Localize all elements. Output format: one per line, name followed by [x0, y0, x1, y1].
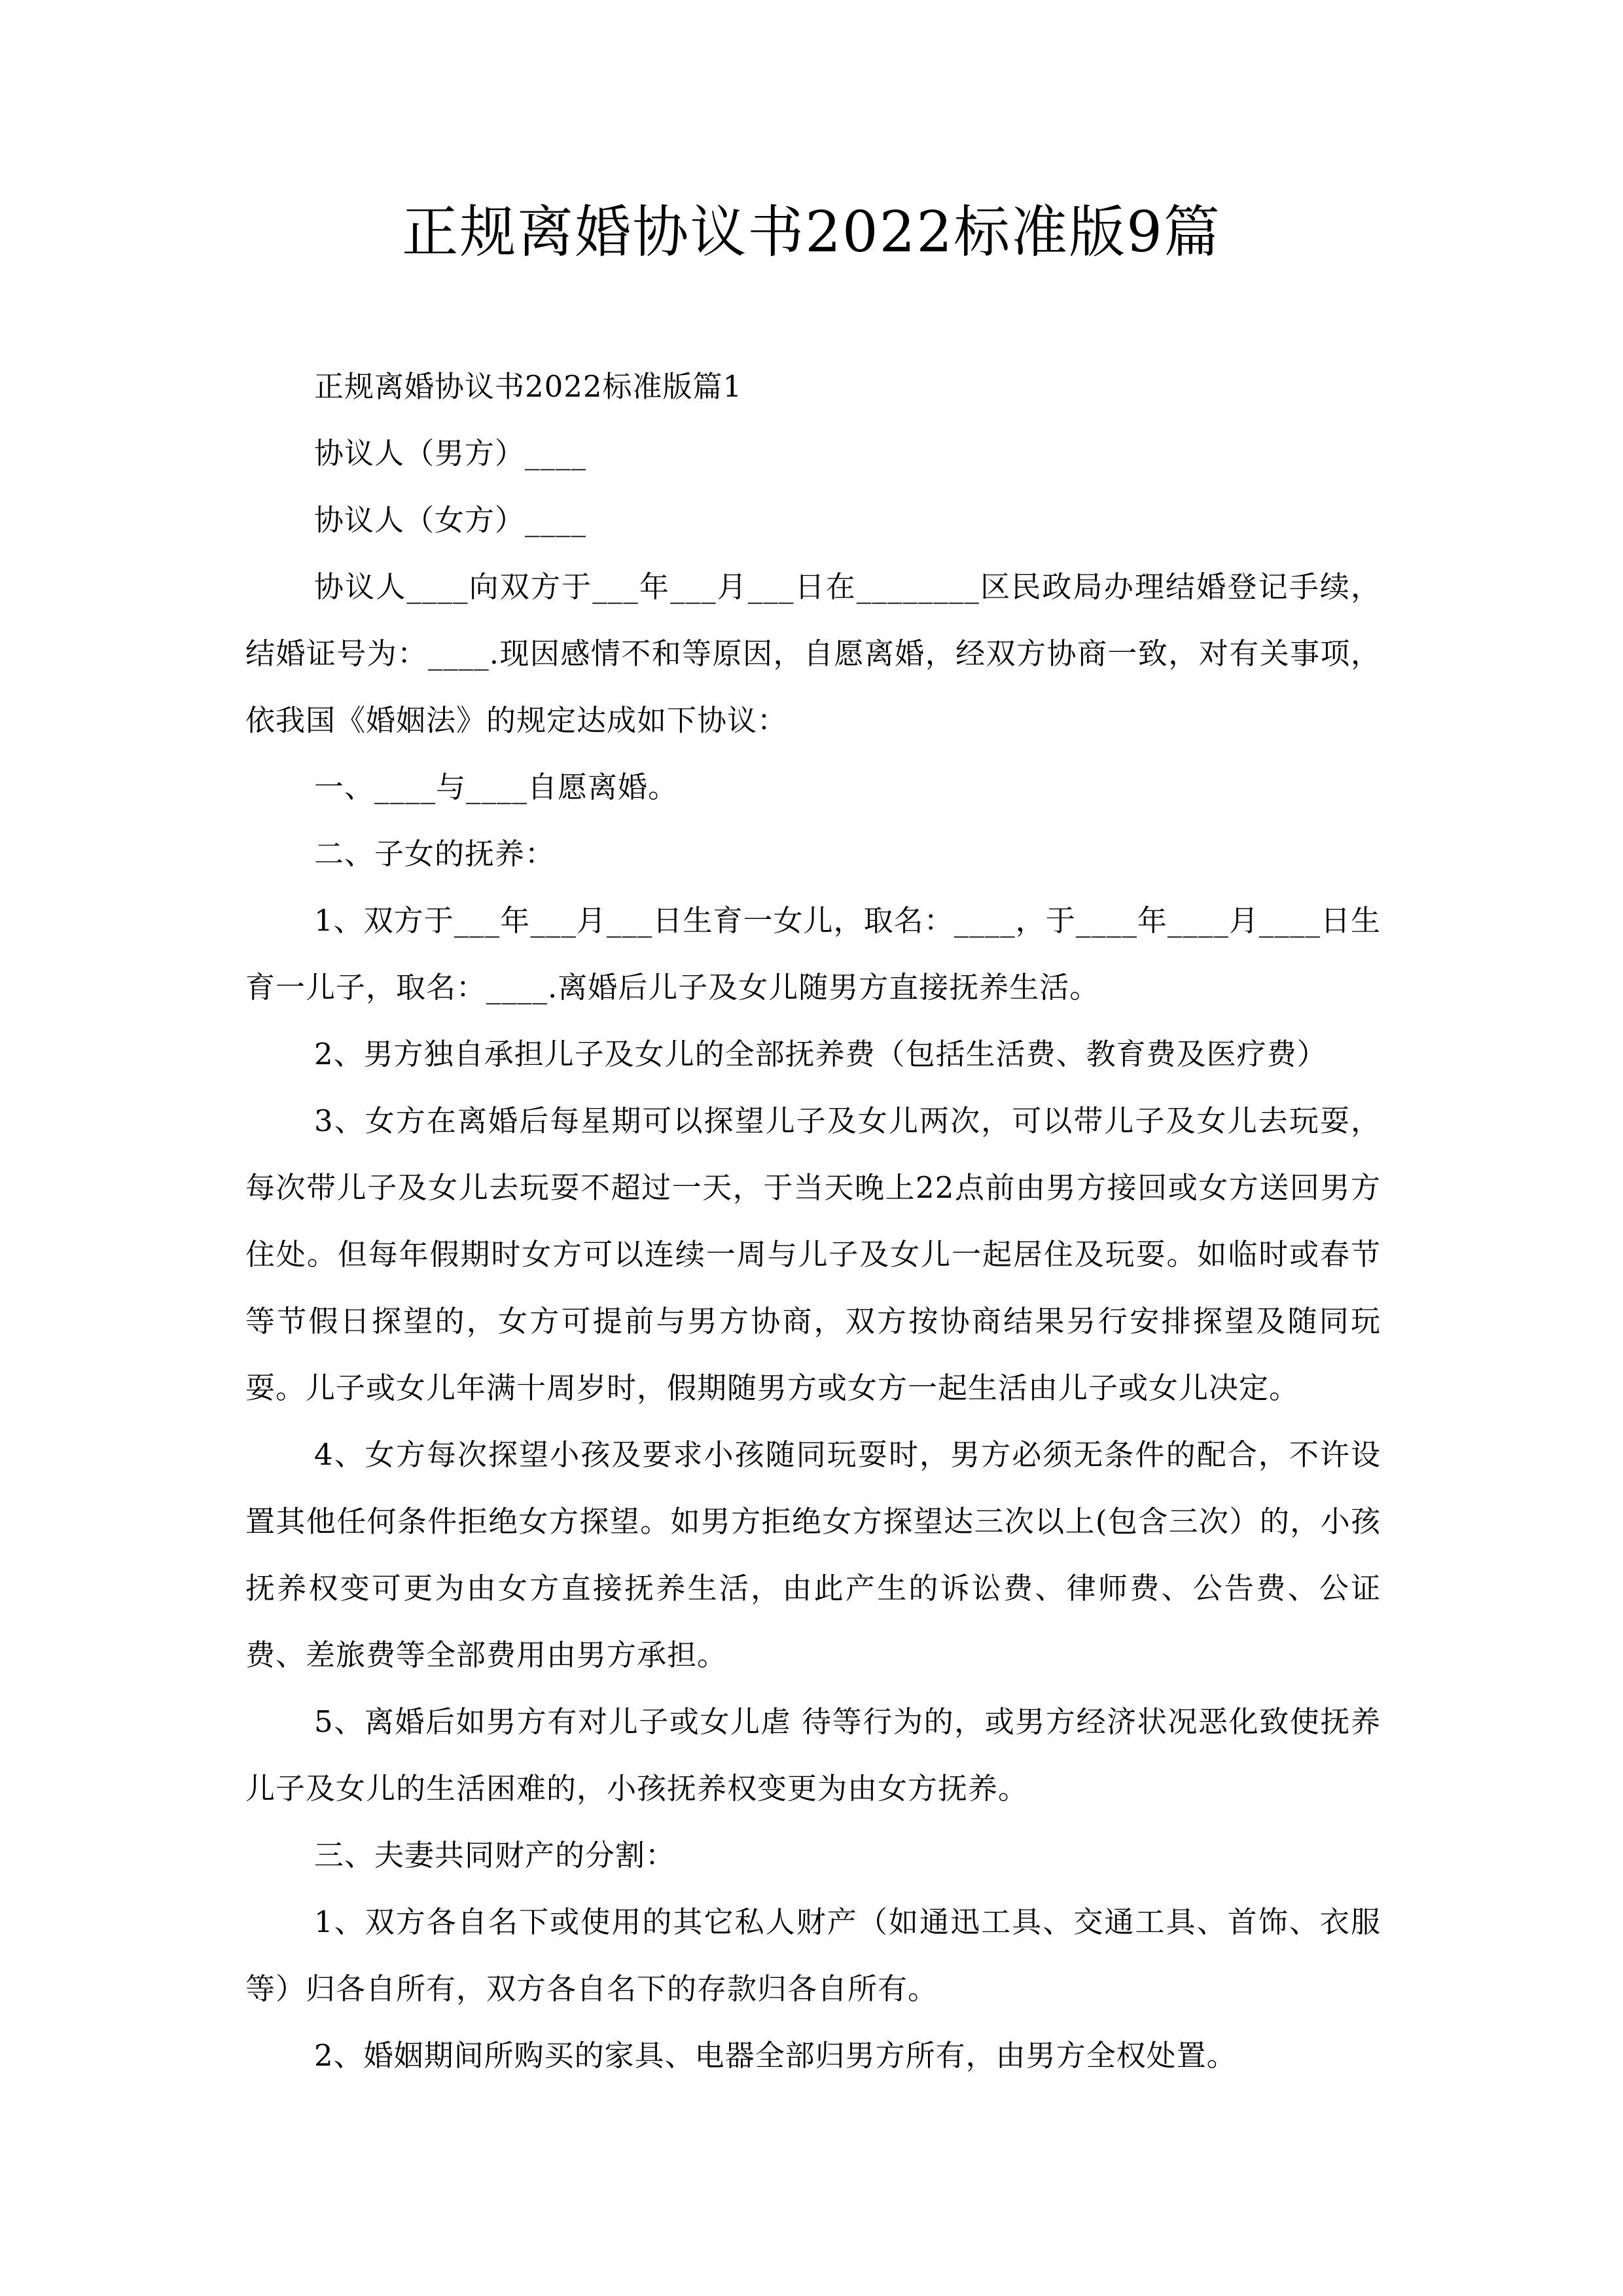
- clause-2-item-2: 2、男方独自承担儿子及女儿的全部抚养费（包括生活费、教育费及医疗费）: [314, 1037, 1327, 1071]
- clause-1: 一、____与____自愿离婚。: [314, 770, 679, 804]
- clause-2-item-5: 5、离婚后如男方有对儿子或女儿虐 待等行为的，或男方经济状况恶化致使抚养儿子及女儿的生活困难的，小孩抚养权变更为由女方抚养。: [245, 1704, 1381, 1806]
- section-heading: 正规离婚协议书2022标准版篇1: [314, 369, 743, 404]
- preamble-paragraph: 协议人____向双方于___年___月___日在________区民政局办理结婚登记手续，结婚证号为：____.现因感情不和等原因，自愿离婚，经双方协商一致，对有关事项，依我国《婚姻法》的规定达成如下协议：: [245, 569, 1381, 738]
- clause-2-item-4: 4、女方每次探望小孩及要求小孩随同玩耍时，男方必须无条件的配合，不许设置其他任何条件拒绝女方探望。如男方拒绝女方探望达三次以上(包含三次）的，小孩抚养权变可更为由女方直接抚养生活，由此产生的诉讼费、律师费、公告费、公证费、差旅费等全部费用由男方承担。: [245, 1437, 1381, 1672]
- clause-2-item-3: 3、女方在离婚后每星期可以探望儿子及女儿两次，可以带儿子及女儿去玩耍，每次带儿子及女儿去玩耍不超过一天，于当天晚上22点前由男方接回或女方送回男方住处。但每年假期时女方可以连续一周与儿子及女儿一起居住及玩耍。如临时或春节等节假日探望的，女方可提前与男方协商，双方按协商结果另行安排探望及随同玩耍。儿子或女儿年满十周岁时，假期随男方或女方一起生活由儿子或女儿决定。: [245, 1103, 1381, 1405]
- clause-2-heading: 二、子女的抚养：: [314, 836, 556, 871]
- clause-3-item-2: 2、婚姻期间所购买的家具、电器全部归男方所有，由男方全权处置。: [314, 2038, 1237, 2073]
- document-title: 正规离婚协议书2022标准版9篇: [402, 200, 1221, 265]
- party-male-line: 协议人（男方）____: [314, 436, 587, 471]
- party-female-line: 协议人（女方）____: [314, 503, 587, 537]
- clause-3-item-1: 1、双方各自名下或使用的其它私人财产（如通迅工具、交通工具、首饰、衣服等）归各自所有，双方各自名下的存款归各自所有。: [245, 1905, 1381, 2006]
- document-body: [245, 353, 1381, 2089]
- clause-3-heading: 三、夫妻共同财产的分割：: [314, 1838, 676, 1873]
- clause-2-item-1: 1、双方于___年___月___日生育一女儿，取名：____，于____年____月____日生育一儿子，取名：____.离婚后儿子及女儿随男方直接抚养生活。: [245, 903, 1381, 1005]
